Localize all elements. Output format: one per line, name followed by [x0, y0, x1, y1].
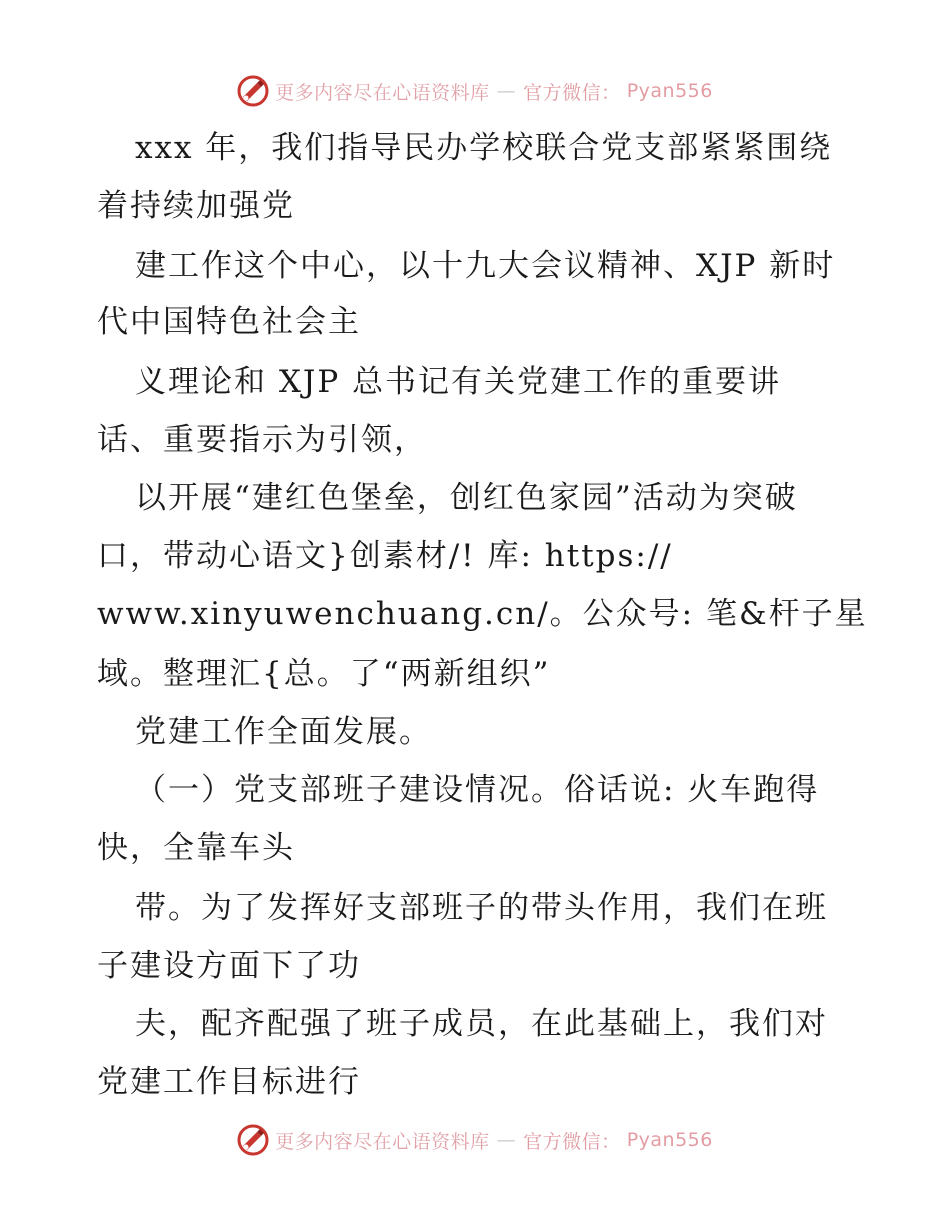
- pen-logo-icon: [237, 75, 269, 107]
- banner-text: 更多内容尽在心语资料库: [275, 81, 490, 104]
- footer-banner: [0, 1120, 950, 1160]
- text-line: 子建设方面下了功: [97, 948, 361, 984]
- text-line: 带。为了发挥好支部班子的带头作用，我们在班: [135, 890, 828, 926]
- banner-wechat-label: 官方微信：: [523, 81, 621, 104]
- text-line: 义理论和 XJP 总书记有关党建工作的重要讲: [135, 364, 782, 400]
- text-line: 党建工作全面发展。: [135, 714, 432, 750]
- text-line: 话、重要指示为引领，: [97, 422, 427, 458]
- text-line: www.xinyuwenchuang.cn/。公众号: 笔&杆子星: [97, 596, 868, 632]
- banner-wechat-id: Pyan556: [626, 1129, 713, 1151]
- banner-wechat-label: 官方微信：: [523, 1130, 621, 1153]
- text-line: 着持续加强党: [97, 188, 295, 224]
- text-line: 建工作这个中心，以十九大会议精神、XJP 新时: [135, 248, 836, 284]
- banner-wechat-id: Pyan556: [626, 80, 713, 102]
- banner-text: 更多内容尽在心语资料库: [275, 1130, 490, 1153]
- text-line: 快，全靠车头: [97, 830, 295, 866]
- banner-dash: —: [496, 1129, 517, 1151]
- pen-logo-icon: [237, 1124, 269, 1156]
- text-line: 口，带动心语文}创素材/! 库: https://: [97, 538, 673, 574]
- banner-dash: —: [496, 80, 517, 102]
- text-line: xxx 年，我们指导民办学校联合党支部紧紧围绕: [135, 130, 833, 166]
- text-line: （一）党支部班子建设情况。俗话说: 火车跑得: [135, 772, 820, 808]
- text-line: 党建工作目标进行: [97, 1064, 361, 1100]
- text-line: 代中国特色社会主: [97, 304, 361, 340]
- header-banner: [0, 71, 950, 111]
- text-line: 域。整理汇{总。了“两新组织”: [97, 656, 551, 692]
- text-line: 夫，配齐配强了班子成员，在此基础上，我们对: [135, 1006, 828, 1042]
- text-line: 以开展“建红色堡垒，创红色家园”活动为突破: [135, 480, 798, 516]
